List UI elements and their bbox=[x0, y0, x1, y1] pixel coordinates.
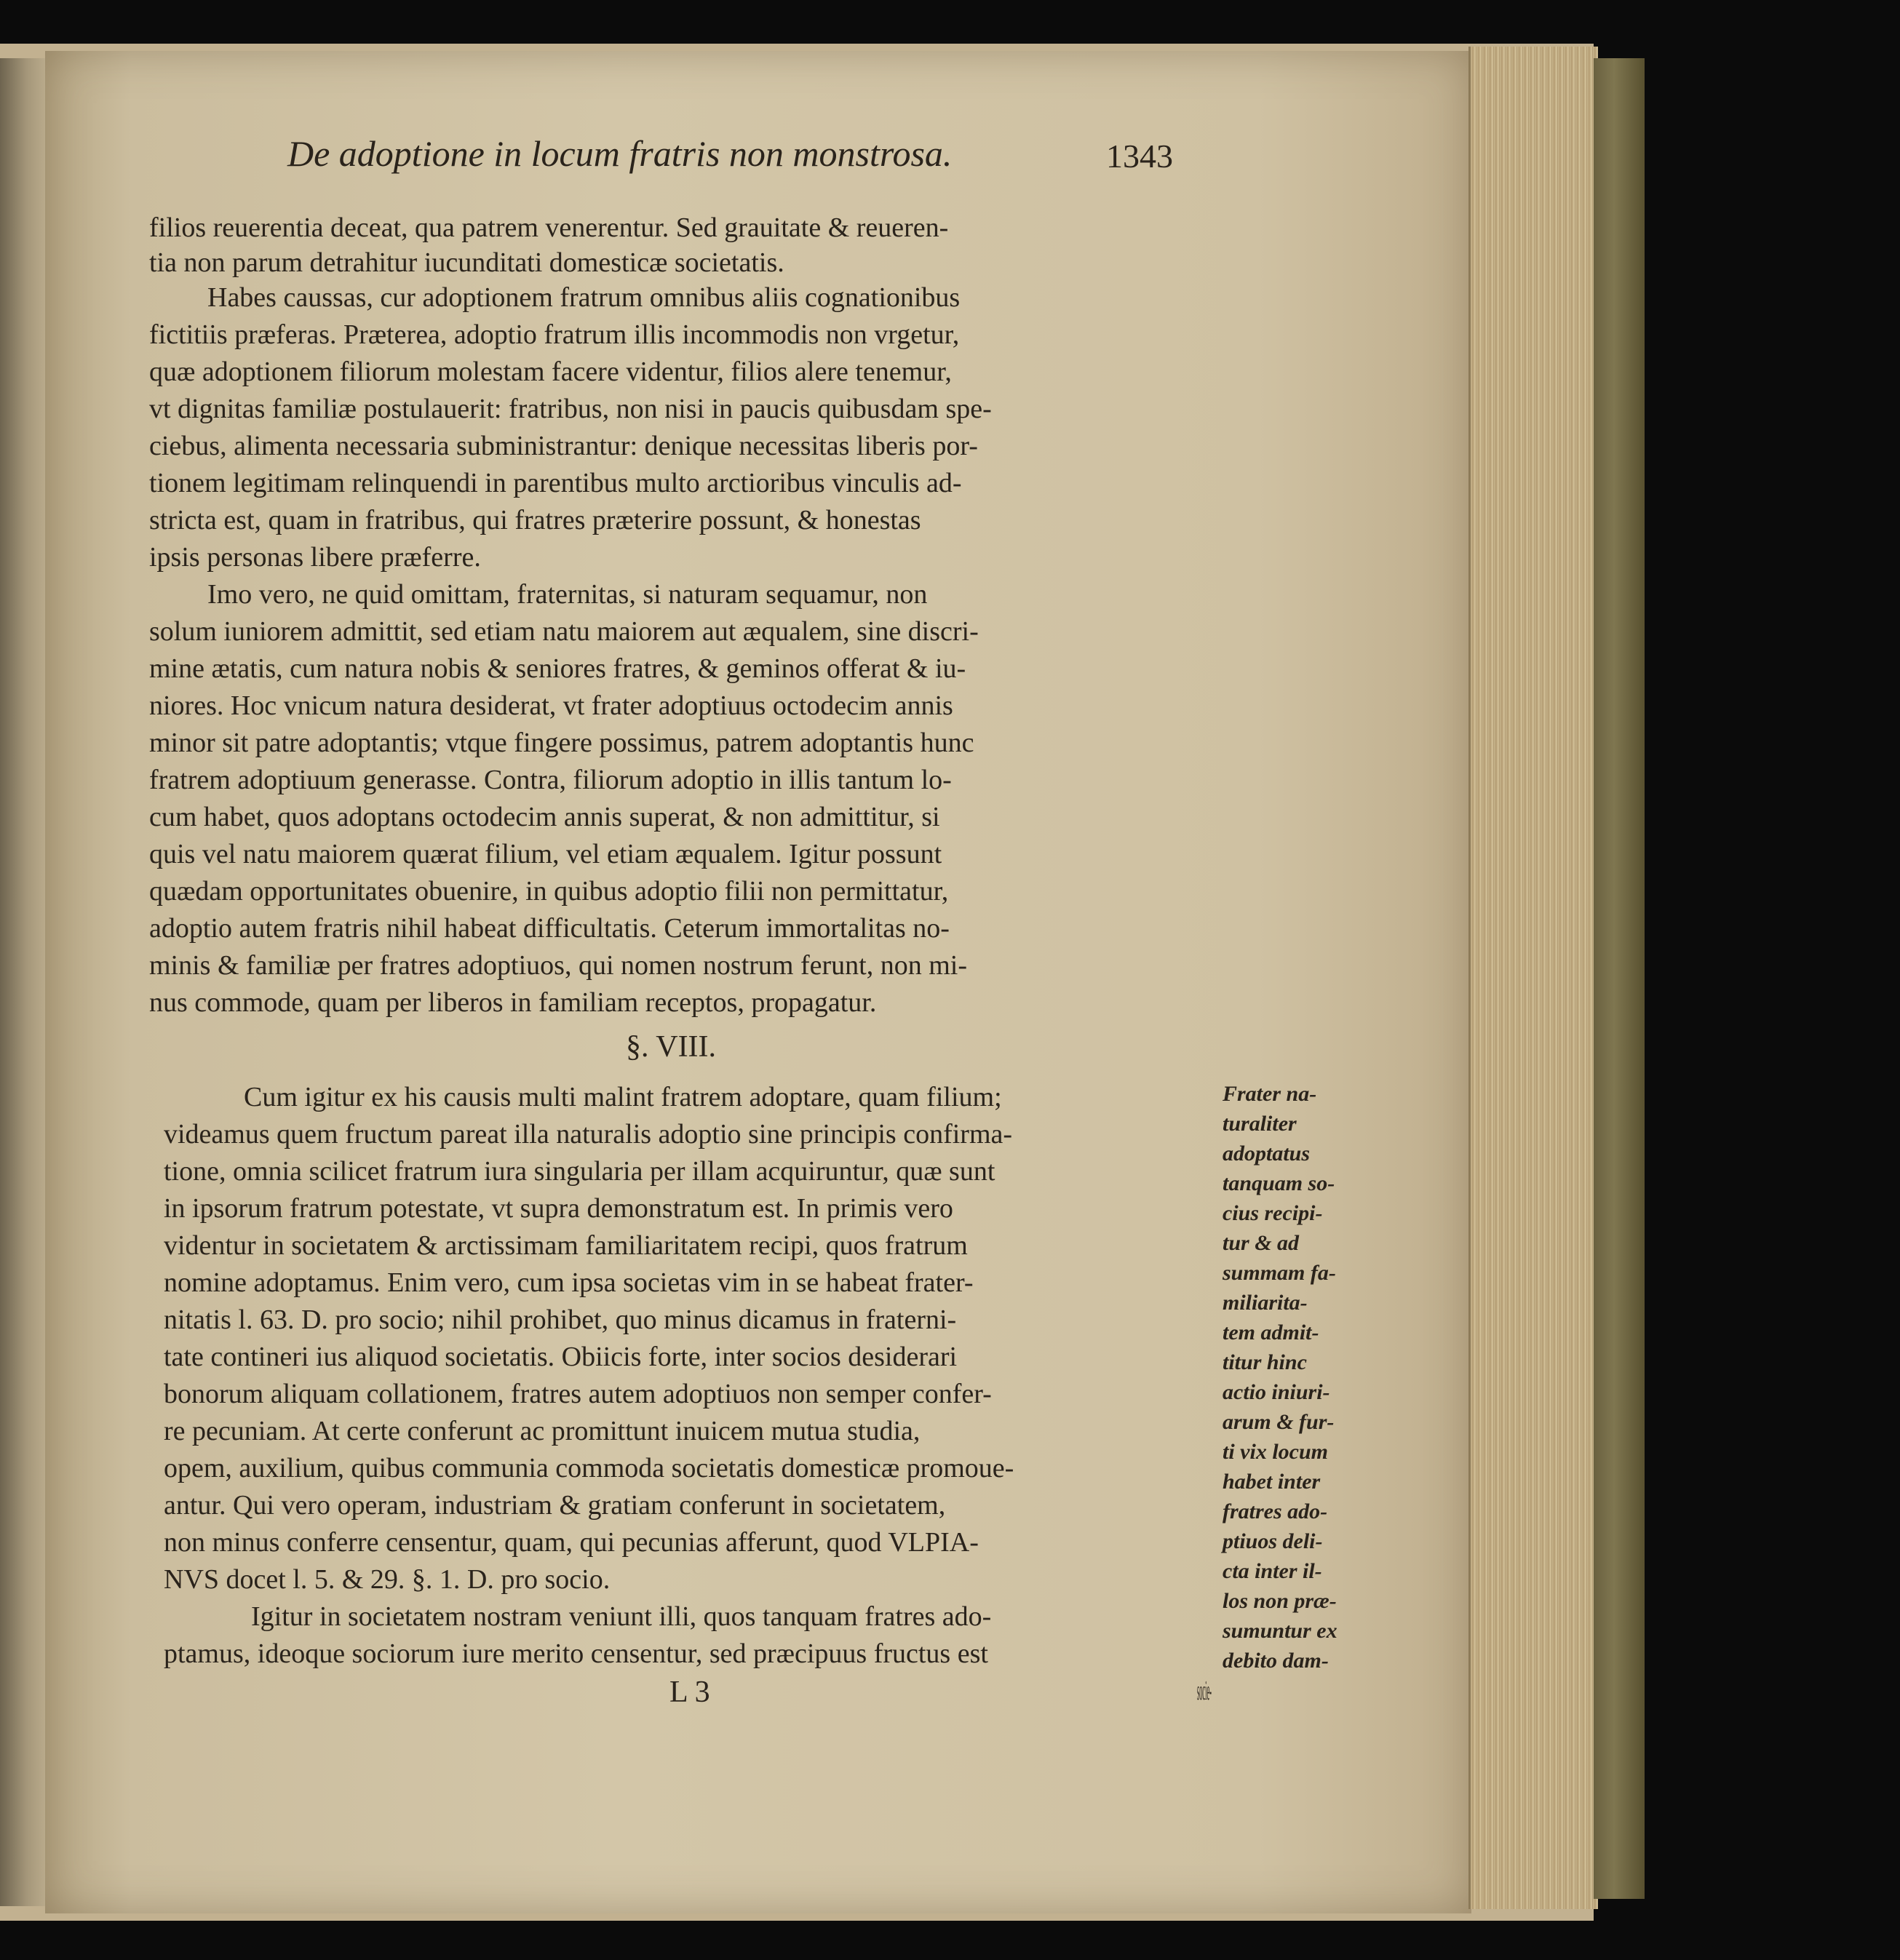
side-note-line: actio iniuri- bbox=[1223, 1380, 1330, 1404]
text-line: opem, auxilium, quibus communia commoda societatis domesticæ promoue- bbox=[164, 1453, 1014, 1483]
text-line: niores. Hoc vnicum natura desiderat, vt frater adoptiuus octodecim annis bbox=[149, 690, 953, 721]
text-line: nomine adoptamus. Enim vero, cum ipsa societas vim in se habeat frater- bbox=[164, 1267, 974, 1298]
text-line: solum iuniorem admittit, sed etiam natu maiorem aut æqualem, sine discri- bbox=[149, 616, 979, 647]
catchword: socie- bbox=[1197, 1676, 1212, 1706]
text-line: tate contineri ius aliquod societatis. Obiicis forte, inter socios desiderari bbox=[164, 1342, 958, 1372]
text-line: quis vel natu maiorem quærat filium, vel etiam æqualem. Igitur possunt bbox=[149, 839, 942, 869]
text-line: videamus quem fructum pareat illa naturalis adoptio sine principis confirma- bbox=[164, 1119, 1013, 1150]
side-note-line: tur & ad bbox=[1223, 1231, 1300, 1255]
text-line: Imo vero, ne quid omittam, fraternitas, si naturam sequamur, non bbox=[207, 579, 928, 610]
text-line: videntur in societatem & arctissimam familiaritatem recipi, quos fratrum bbox=[164, 1230, 968, 1261]
side-note-line: tanquam so- bbox=[1223, 1171, 1335, 1195]
section-heading: §. VIII. bbox=[626, 1030, 717, 1064]
facing-page-edge bbox=[0, 58, 45, 1906]
text-line: minis & familiæ per fratres adoptiuos, qui nomen nostrum ferunt, non mi- bbox=[149, 950, 967, 981]
text-line: quædam opportunitates obuenire, in quibus adoptio filii non permittatur, bbox=[149, 876, 949, 907]
text-line: fictitiis præferas. Præterea, adoptio fratrum illis incommodis non vrgetur, bbox=[149, 319, 960, 350]
text-line: ciebus, alimenta necessaria subministrantur: denique necessitas liberis por- bbox=[149, 431, 978, 461]
text-line: NVS docet l. 5. & 29. §. 1. D. pro socio. bbox=[164, 1564, 611, 1595]
text-line: vt dignitas familiæ postulauerit: fratribus, non nisi in paucis quibusdam spe- bbox=[149, 394, 992, 424]
text-line: bonorum aliquam collationem, fratres autem adoptiuos non semper confer- bbox=[164, 1379, 992, 1409]
side-note-line: ptiuos deli- bbox=[1223, 1529, 1323, 1553]
page-number: 1343 bbox=[1106, 138, 1173, 175]
text-line: minor sit patre adoptantis; vtque fingere possimus, patrem adoptantis hunc bbox=[149, 728, 974, 758]
text-line: filios reuerentia deceat, qua patrem venerentur. Sed grauitate & reueren- bbox=[149, 212, 949, 243]
text-line: nitatis l. 63. D. pro socio; nihil prohibet, quo minus dicamus in fraterni- bbox=[164, 1304, 957, 1335]
text-line: in ipsorum fratrum potestate, vt supra demonstratum est. In primis vero bbox=[164, 1193, 953, 1224]
text-line: nus commode, quam per liberos in familiam receptos, propagatur. bbox=[149, 987, 877, 1018]
side-note-line: cius recipi- bbox=[1223, 1201, 1323, 1225]
side-note-line: arum & fur- bbox=[1223, 1410, 1335, 1434]
text-line: tia non parum detrahitur iucunditati domesticæ societatis. bbox=[149, 247, 784, 278]
side-note-line: fratres ado- bbox=[1223, 1499, 1328, 1523]
text-line: mine ætatis, cum natura nobis & seniores fratres, & geminos offerat & iu- bbox=[149, 653, 966, 684]
signature-mark: L 3 bbox=[669, 1676, 710, 1709]
side-note-line: Frater na- bbox=[1223, 1082, 1317, 1106]
running-title: De adoptione in locum fratris non monstrosa. bbox=[287, 133, 953, 174]
text-line: ptamus, ideoque sociorum iure merito censentur, sed præcipuus fructus est bbox=[164, 1638, 988, 1669]
text-line: tione, omnia scilicet fratrum iura singularia per illam acquiruntur, quæ sunt bbox=[164, 1156, 995, 1187]
side-note-line: cta inter il- bbox=[1223, 1559, 1322, 1583]
text-line: fratrem adoptiuum generasse. Contra, filiorum adoptio in illis tantum lo- bbox=[149, 765, 952, 795]
text-line: Habes caussas, cur adoptionem fratrum omnibus aliis cognationibus bbox=[207, 282, 961, 313]
side-note-line: turaliter bbox=[1223, 1112, 1297, 1136]
side-note-line: adoptatus bbox=[1223, 1142, 1311, 1166]
book-cover-edge bbox=[1594, 58, 1645, 1899]
side-note-line: titur hinc bbox=[1223, 1350, 1307, 1374]
side-note-line: miliarita- bbox=[1223, 1291, 1308, 1315]
text-line: ipsis personas libere præferre. bbox=[149, 542, 481, 573]
text-line: stricta est, quam in fratribus, qui fratres præterire possunt, & honestas bbox=[149, 505, 921, 535]
side-note-line: los non præ- bbox=[1223, 1589, 1337, 1613]
side-note-line: tem admit- bbox=[1223, 1320, 1319, 1344]
text-line: re pecuniam. At certe conferunt ac promittunt inuicem mutua studia, bbox=[164, 1416, 921, 1446]
side-note-line: summam fa- bbox=[1223, 1261, 1336, 1285]
text-line: cum habet, quos adoptans octodecim annis superat, & non admittitur, si bbox=[149, 802, 940, 832]
side-note-line: sumuntur ex bbox=[1223, 1619, 1337, 1643]
text-line: tionem legitimam relinquendi in parentibus multo arctioribus vinculis ad- bbox=[149, 468, 962, 498]
text-line: quæ adoptionem filiorum molestam facere videntur, filios alere tenemur, bbox=[149, 356, 952, 387]
text-line: Igitur in societatem nostram veniunt illi, quos tanquam fratres ado- bbox=[251, 1601, 992, 1632]
side-note-line: debito dam- bbox=[1223, 1649, 1329, 1673]
side-note-line: habet inter bbox=[1223, 1470, 1321, 1494]
text-line: Cum igitur ex his causis multi malint fratrem adoptare, quam filium; bbox=[244, 1082, 1002, 1112]
text-line: antur. Qui vero operam, industriam & gratiam conferunt in societatem, bbox=[164, 1490, 946, 1521]
side-note-line: ti vix locum bbox=[1223, 1440, 1328, 1464]
text-line: non minus conferre censentur, quam, qui pecunias afferunt, quod VLPIA- bbox=[164, 1527, 979, 1558]
page-fore-edge bbox=[1468, 47, 1598, 1909]
text-line: adoptio autem fratris nihil habeat difficultatis. Ceterum immortalitas no- bbox=[149, 913, 950, 944]
